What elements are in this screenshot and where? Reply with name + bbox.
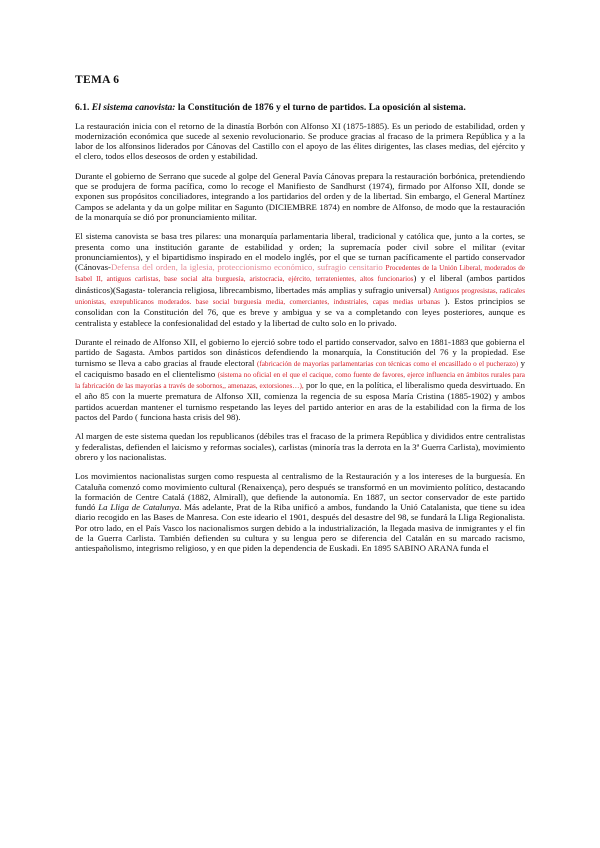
annotation-pink: Defensa del orden, la iglesia, proteccionismo económico, sufragio censitario [110,262,383,273]
text-run: El sistema canovista se basa tres pilares: una monarquía parlamentaria liberal, tradicional y católica que, junto a la cortes, se presenta como una institución garante de estabilidad y orden; la supremacía poder civil sobre el militar (evitar pronunciamientos), y el bipartidismo inspirado en el modelo inglés, por el que se turnan pacíficamente el partido conservador (Cánovas- [75,231,525,273]
section-heading-italic: El sistema canovista: [91,102,176,113]
text-run: . Más adelante, Prat de la Riba unificó a ambos, fundando la Unió Catalanista, que tiene su idea diario recogido en las Bases de Manresa. Con este ideario el 1901, después del desastre del 98, se fundará la Lliga Regionalista. Por otro lado, en el País Vasco los nacionalismos surgen debido a la industrialización, la llegada masiva de inmigrantes y el fin de la Guerra Carlista. También defienden su cultura y su lengua pero se diferencia del Catalán en su marcado racismo, antiespañolismo, integrismo religioso, y en que piden la dependencia de Euskadi. En 1895 SABINO ARANA funda el [75,502,526,554]
paragraph-nacionalismos [75,471,525,553]
annotation-red: (sistema no oficial en el que el cacique, como fuente de favores, ejerce influencia en ámbitos rurales para la fabricación de las mayorías a través de sobornos,, amenazas, extorsiones…), [75,370,525,391]
italic-title: La Lliga de Catalunya [98,502,180,513]
paragraph-oposicion: Al margen de este sistema quedan los republicanos (débiles tras el fracaso de la primera República y divididos entre centralistas y federalistas, defienden el laicismo y reformas sociales), carlistas (minoría tras la derrota en la 3ª Guerra Carlista), movimiento obrero y los nacionalistas. [75,431,525,462]
paragraph-serrano: Durante el gobierno de Serrano que sucede al golpe del General Pavía Cánovas prepara la restauración borbónica, pretendiendo que se produjera de forma pacífica, como lo recoge el Manifiesto de Sandhurst (1974), firmado por Alfonso XII, donde se exponen sus propósitos conciliadores, integrando a los partidarios del orden y de la libertad. Sin embargo, el General Martínez Campos se adelanta y da un golpe militar en Sagunto (DICIEMBRE 1874) en nombre de Alfonso, de modo que la restauración de la monarquía se dió por pronunciamiento militar. [75,170,525,222]
annotation-red: Procedentes de la Unión Liberal, moderados de Isabel II, antiguos carlistas, base social alta burguesía, aristocracia, ejército, terratenientes, altos funcionarios [75,264,526,284]
text-run: Los movimientos nacionalistas surgen como respuesta al centralismo de la Restauración y a los intereses de la burguesía. En Cataluña comenzó como movimiento cultural (Renaixença), pero después se transformó en un movimiento político, destacando la formación de Centre Catalá (1882, Almirall), que defiende la autonomía. En 1887, un sector conservador de este partido fundó [75,471,525,513]
section-number: 6.1. [75,102,90,113]
text-run: ) y el liberal (ambos partidos dinásticos)(Sagasta- tolerancia religiosa, librecambismo, libertades más amplias y sufragio universal) [75,273,525,295]
annotation-red: Antiguos progresistas, radicales unionistas, exrepublicanos moderados. base social burguesía media, comerciantes, industriales, capas medias urbanas [75,286,525,307]
section-heading [75,102,525,114]
section-heading-rest: la Constitución de 1876 y el turno de partidos. La oposición al sistema. [177,102,466,113]
page-title: TEMA 6 [75,74,120,86]
paragraph-alfonso-xii [75,337,525,422]
text-run: Durante el reinado de Alfonso XII, el gobierno lo ejerció sobre todo el partido conservador, salvo en 1881-1883 que gobierna el partido de Sagasta. Ambos partidos son dinásticos defendiendo la monarquía, la Constitución del 76 y la propiedad. Ese turnismo se lleva a cabo gracias al fraude electoral [75,336,525,368]
text-run: y el caciquismo basado en el clientelismo [75,357,526,379]
text-run: ). Estos principios se consolidan con la Constitución del 76, que es breve y ambigua y se va a completando con leyes posteriores, aunque es centralista y establece la confesionalidad del estado y la libertad de culto solo en lo privado. [75,296,526,328]
document-body [75,74,525,563]
annotation-red: (fabricación de mayorías parlamentarias con técnicas como el encasillado o el pucherazo) [256,359,519,368]
text-run: por lo que, en la política, el liberalismo queda desvirtuado. En el año 85 con la muerte prematura de Alfonso XII, comienza la regencia de su esposa María Cristina (1885-1902) y ambos partidos acuerdan mantener el turnismo respetando las leyes del partido anterior en aras de la estabilidad con la firma de los pactos del Pardo ( funciona hasta crisis del 98). [75,380,525,423]
paragraph-sistema-canovista [75,231,525,328]
paragraph-restauracion: La restauración inicia con el retorno de la dinastía Borbón con Alfonso XI (1875-1885). Es un periodo de estabilidad, orden y modernización económica que sucede al sexenio revolucionario. Se produce gracias al fracaso de la primera República y a la labor de los alfonsinos liderados por Cánovas del Castillo con el apoyo de las élites dirigentes, las clases medias, del ejército y el clero, todos ellos deseosos de orden y estabilidad. [75,120,525,162]
